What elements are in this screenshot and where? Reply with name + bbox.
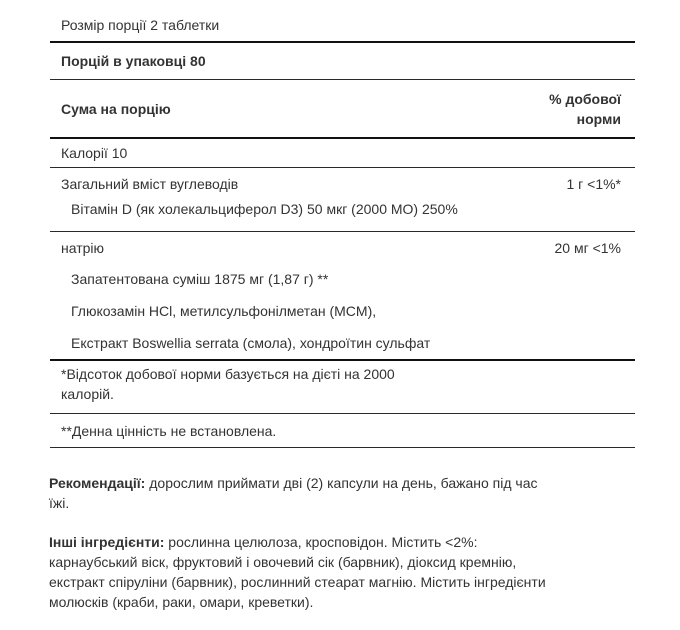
table-bottom-rule: [50, 447, 635, 448]
vitamin-d-row: [50, 199, 635, 231]
recommendations: [49, 473, 629, 513]
calories: Калорії 10: [61, 145, 128, 161]
daily-value-header-line2: норми: [576, 110, 621, 127]
other-ingredients: [49, 532, 629, 612]
carbs-label: Загальний вміст вуглеводів: [61, 175, 239, 192]
sodium-row: [50, 231, 635, 263]
footnote-daily-value-line1: *Відсоток добової норми базується на дієті на 2000: [61, 366, 395, 382]
recommendations-label: Рекомендації:: [49, 475, 146, 491]
blend-line1-row: [50, 295, 635, 327]
serving-size-row: [50, 9, 635, 41]
other-ingredients-line1: рослинна целюлоза, кросповідон. Містить <2%:: [164, 534, 478, 550]
footnote-not-established: **Денна цінність не встановлена.: [61, 422, 277, 439]
other-ingredients-line3: екстракт спіруліни (барвник), рослинний стеарат магнію. Містить інгредієнти: [49, 574, 546, 590]
other-ingredients-line2: карнаубський віск, фруктовий і овочевий сік (барвник), діоксид кремнію,: [49, 554, 517, 570]
servings-per-container-row: [50, 41, 635, 79]
footnote-not-established-row: [50, 413, 635, 447]
amount-per-serving-header: Сума на порцію: [61, 100, 171, 117]
vitamin-d: Вітамін D (як холекальциферол D3) 50 мкг (2000 МО) 250%: [71, 201, 458, 217]
carbs-row: [50, 167, 635, 199]
supplement-facts-table: [50, 9, 635, 448]
other-ingredients-label: Інші інгредієнти:: [49, 534, 165, 550]
daily-value-header: [549, 89, 621, 129]
proprietary-blend: Запатентована суміш 1875 мг (1,87 г) **: [71, 271, 329, 287]
header-row: [50, 79, 635, 137]
recommendations-text-line2: їжі.: [49, 495, 70, 511]
blend-line2-row: [50, 327, 635, 359]
serving-size: Розмір порції 2 таблетки: [61, 17, 220, 33]
footnote-daily-value-row: [50, 359, 635, 413]
other-ingredients-line4: молюсків (краби, раки, омари, креветки).: [49, 594, 314, 610]
sodium-label: натрію: [61, 239, 105, 256]
daily-value-header-line1: % добової: [549, 90, 621, 107]
carbs-value: 1 г <1%*: [566, 175, 621, 192]
footnote-daily-value-line2: калорій.: [61, 386, 114, 402]
blend-ingredients-line1: Глюкозамін HCl, метилсульфонілметан (MCM),: [71, 303, 377, 319]
servings-per-container: Порцій в упаковці 80: [61, 53, 206, 69]
blend-ingredients-line2: Екстракт Boswellia serrata (смола), хондроїтин сульфат: [71, 335, 431, 351]
sodium-value: 20 мг <1%: [554, 239, 621, 256]
recommendations-text-line1: дорослим приймати дві (2) капсули на день, бажано під час: [145, 475, 538, 491]
footnote-daily-value: [61, 364, 395, 404]
blend-row: [50, 263, 635, 295]
calories-row: [50, 137, 635, 167]
